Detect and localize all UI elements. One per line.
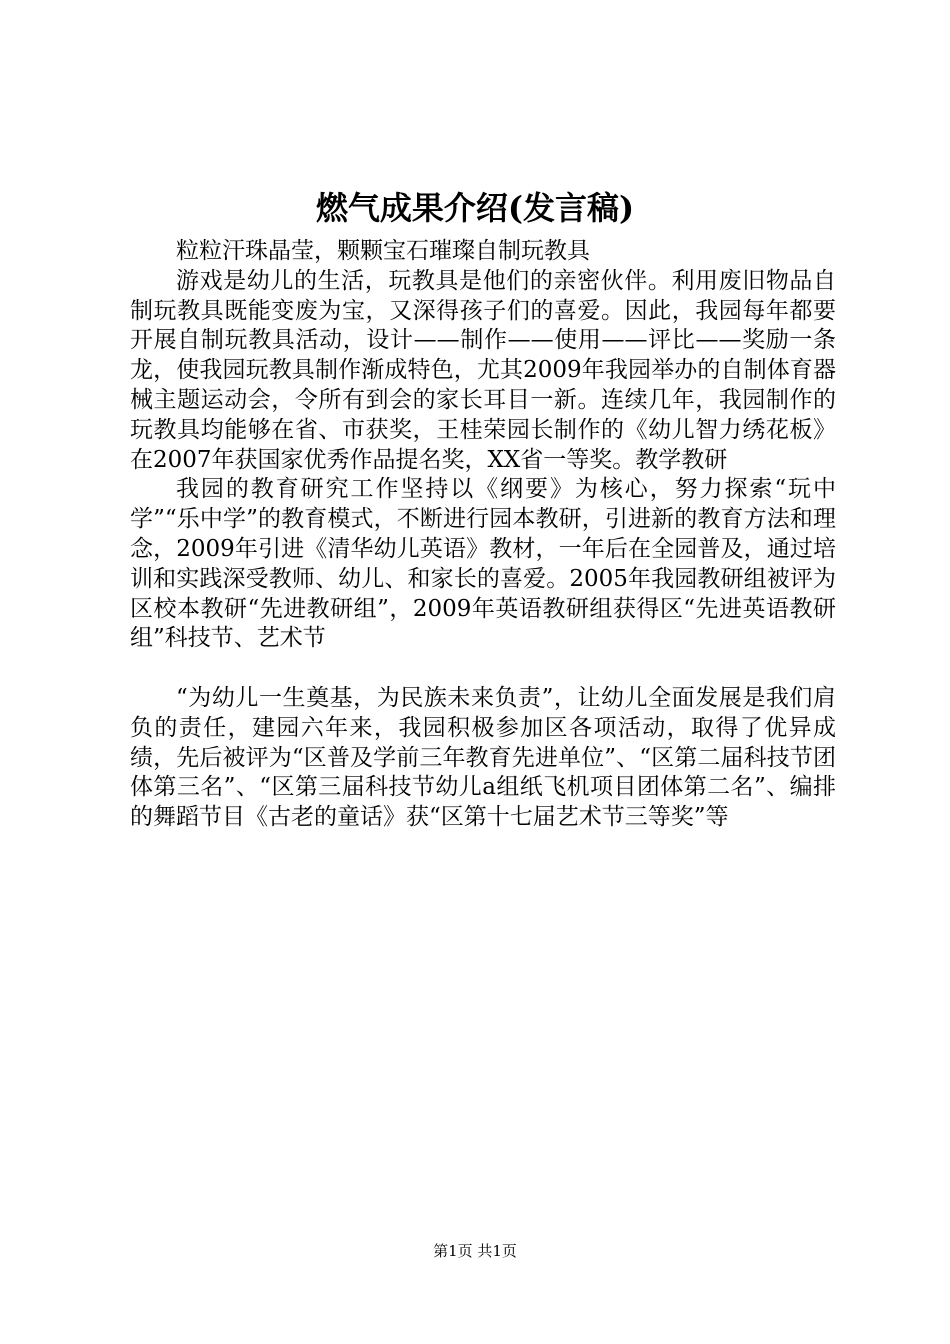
page-footer: 第1页 共1页	[433, 1242, 517, 1260]
subtitle-paragraph: 粒粒汗珠晶莹，颗颗宝石璀璨自制玩教具	[176, 238, 590, 264]
document-body	[130, 237, 836, 833]
toys-paragraph: 游戏是幼儿的生活，玩教具是他们的亲密伙伴。利用废旧物品自制玩教具既能变废为宝，又深得孩子们的喜爱。因此，我园每年都要开展自制玩教具活动，设计——制作——使用——评比——奖励一条龙，使我园玩教具制作渐成特色，尤其2009年我园举办的自制体育器械主题运动会，令所有到会的家长耳目一新。连续几年，我园制作的玩教具均能够在省、市获奖，王桂荣园长制作的《幼儿智力绣花板》在2007年获国家优秀作品提名奖，XX省一等奖。教学教研	[130, 267, 836, 473]
document-title: 燃气成果介绍(发言稿)	[315, 189, 635, 227]
paragraph-spacer	[130, 654, 836, 684]
achievements-paragraph: “为幼儿一生奠基，为民族未来负责”，让幼儿全面发展是我们肩负的责任，建园六年来，我园积极参加区各项活动，取得了优异成绩，先后被评为“区普及学前三年教育先进单位”、“区第二届科技节团体第三名”、“区第三届科技节幼儿a组纸飞机项目团体第二名”、编排的舞蹈节目《古老的童话》获“区第十七届艺术节三等奖”等	[130, 684, 836, 831]
research-paragraph: 我园的教育研究工作坚持以《纲要》为核心，努力探索“玩中学”“乐中学”的教育模式，不断进行园本教研，引进新的教育方法和理念，2009年引进《清华幼儿英语》教材，一年后在全园普及，通过培训和实践深受教师、幼儿、和家长的喜爱。2005年我园教研组被评为区校本教研“先进教研组”，2009年英语教研组获得区“先进英语教研组”科技节、艺术节	[130, 476, 836, 652]
